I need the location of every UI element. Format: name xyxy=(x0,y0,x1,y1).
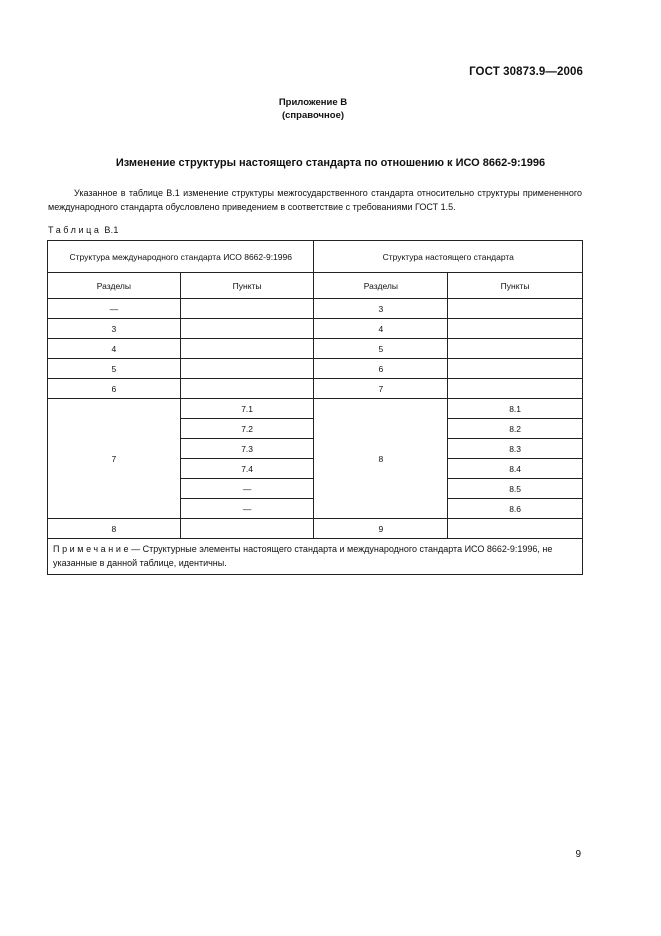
this-item-cell: 8.2 xyxy=(448,419,583,439)
intro-paragraph: Указанное в таблице В.1 изменение структуры межгосударственного стандарта относительно структуры примененного международного стандарта обусловлено приведением в соответствие с требованиями ГОСТ 1.5. xyxy=(48,188,582,212)
this-section-cell: 7 xyxy=(314,379,448,399)
intl-section-cell: 7 xyxy=(48,399,181,519)
intl-section-cell: 3 xyxy=(48,319,181,339)
intl-item-cell: 7.4 xyxy=(180,459,314,479)
table-row xyxy=(48,319,583,339)
this-item-cell xyxy=(448,359,583,379)
this-section-cell: 8 xyxy=(314,399,448,519)
appendix-heading xyxy=(0,96,626,122)
page-number: 9 xyxy=(575,849,581,860)
this-section-cell: 9 xyxy=(314,519,448,539)
appendix-title: Приложение В xyxy=(278,97,348,108)
document-code: ГОСТ 30873.9—2006 xyxy=(469,66,583,78)
this-section-cell: 4 xyxy=(314,319,448,339)
intl-items-header: Пункты xyxy=(180,273,314,299)
intl-item-cell: 7.1 xyxy=(180,399,314,419)
intl-structure-header: Структура международного стандарта ИСО 8662-9:1996 xyxy=(48,241,314,273)
intl-item-cell xyxy=(180,339,314,359)
intl-sections-header: Разделы xyxy=(48,273,181,299)
this-item-cell xyxy=(448,299,583,319)
table-row xyxy=(48,299,583,319)
this-item-cell xyxy=(448,519,583,539)
intl-section-cell: 5 xyxy=(48,359,181,379)
table-caption-number: В.1 xyxy=(104,225,119,235)
table-row xyxy=(48,399,583,419)
intl-item-cell xyxy=(180,319,314,339)
intl-section-cell: 8 xyxy=(48,519,181,539)
table-row xyxy=(48,359,583,379)
table-note-row xyxy=(48,539,583,575)
this-items-header: Пункты xyxy=(448,273,583,299)
note-label: Примечание xyxy=(53,544,132,554)
this-item-cell: 8.5 xyxy=(448,479,583,499)
this-item-cell: 8.4 xyxy=(448,459,583,479)
this-item-cell xyxy=(448,379,583,399)
intl-item-cell: — xyxy=(180,479,314,499)
intl-item-cell xyxy=(180,519,314,539)
this-item-cell: 8.6 xyxy=(448,499,583,519)
table-row xyxy=(48,379,583,399)
this-item-cell: 8.1 xyxy=(448,399,583,419)
table-row xyxy=(48,519,583,539)
this-item-cell xyxy=(448,339,583,359)
section-title: Изменение структуры настоящего стандарта по отношению к ИСО 8662-9:1996 xyxy=(115,157,546,169)
table-row xyxy=(48,339,583,359)
intl-item-cell xyxy=(180,299,314,319)
appendix-subtitle: (справочное) xyxy=(281,110,345,121)
table-header-row xyxy=(48,241,583,273)
this-item-cell: 8.3 xyxy=(448,439,583,459)
this-section-cell: 3 xyxy=(314,299,448,319)
table-caption xyxy=(48,225,119,235)
table-caption-label: Таблица xyxy=(48,225,102,235)
intl-section-cell: 6 xyxy=(48,379,181,399)
this-section-cell: 5 xyxy=(314,339,448,359)
this-item-cell xyxy=(448,319,583,339)
this-section-cell: 6 xyxy=(314,359,448,379)
table-subheader-row xyxy=(48,273,583,299)
intl-section-cell: 4 xyxy=(48,339,181,359)
this-sections-header: Разделы xyxy=(314,273,448,299)
intl-section-cell: — xyxy=(48,299,181,319)
intl-item-cell xyxy=(180,379,314,399)
note-text: — Структурные элементы настоящего стандарта и международного стандарта ИСО 8662-9:1996, не указанные в данной таблице, идентичны. xyxy=(53,544,553,568)
structure-table xyxy=(47,240,583,575)
intl-item-cell: 7.2 xyxy=(180,419,314,439)
intl-item-cell: 7.3 xyxy=(180,439,314,459)
intl-item-cell: — xyxy=(180,499,314,519)
intl-item-cell xyxy=(180,359,314,379)
table-note xyxy=(48,539,583,575)
this-structure-header: Структура настоящего стандарта xyxy=(314,241,583,273)
